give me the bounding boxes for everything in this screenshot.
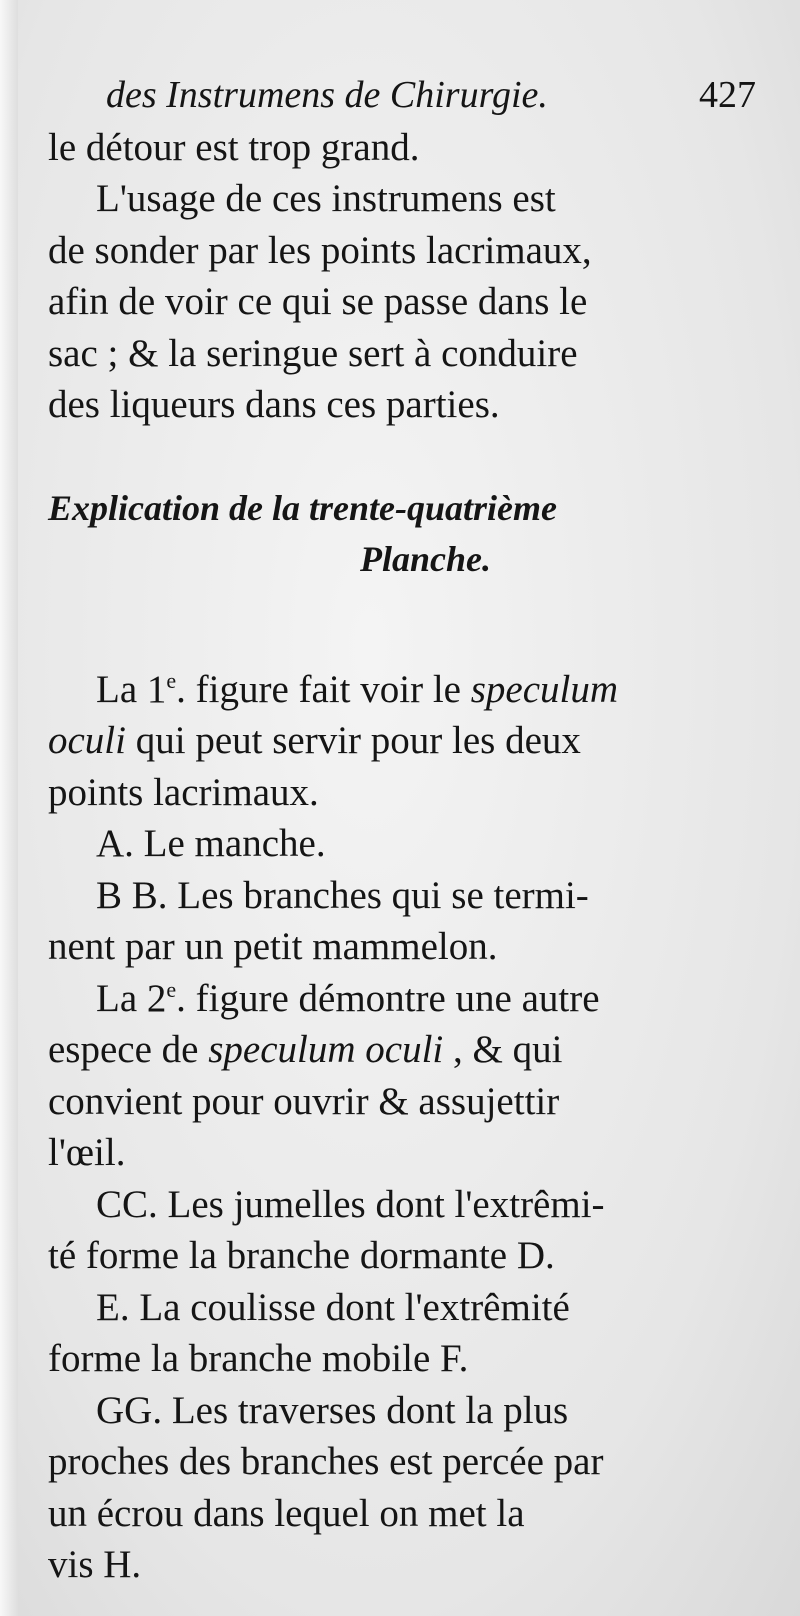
superscript: e (166, 667, 177, 693)
superscript: e (166, 976, 177, 1002)
text-line: points lacrimaux. (48, 770, 319, 814)
text-line: nent par un petit mammelon. (48, 925, 498, 968)
latin-term: speculum oculi (208, 1028, 444, 1071)
text-line: L'usage de ces instrumens est (96, 177, 556, 220)
text-run: . figure démontre une autre (176, 976, 600, 1020)
text-line: convient pour ouvrir & assujettir (48, 1079, 560, 1123)
text-line: vis H. (48, 1543, 142, 1586)
text-line: de sonder par les points lacrimaux, (48, 228, 592, 272)
text-line: des liqueurs dans ces parties. (48, 383, 500, 426)
text-line: un écrou dans lequel on met la (48, 1491, 525, 1535)
text-run: La 1 (96, 667, 167, 711)
text-run: , & qui (443, 1028, 563, 1071)
text-line: E. La coulisse dont l'extrêmité (96, 1285, 570, 1329)
book-page (18, 0, 800, 1616)
text-line: sac ; & la seringue sert à conduire (48, 331, 578, 375)
section-title-line-1: Explication de la trente-quatrième (48, 487, 557, 528)
text-run: . figure fait voir le (176, 667, 471, 711)
text-line (48, 715, 743, 767)
text-line: afin de voir ce qui se passe dans le (48, 280, 588, 323)
text-line: CC. Les jumelles dont l'extrêmi- (96, 1182, 605, 1226)
text-run: espece de (48, 1028, 209, 1071)
text-line: forme la branche mobile F. (48, 1337, 469, 1380)
text-line: A. Le manche. (96, 822, 326, 865)
text-line (48, 664, 743, 716)
text-line (48, 973, 743, 1025)
running-title: des Instrumens de Chirurgie. (106, 74, 548, 116)
page-number: 427 (699, 74, 756, 116)
latin-term: oculi (48, 719, 126, 762)
text-line: l'œil. (48, 1131, 126, 1174)
text-line: té forme la branche dormante D. (48, 1234, 555, 1277)
text-line: le détour est trop grand. (48, 125, 420, 169)
section-title-line-2: Planche. (360, 539, 491, 579)
running-header (48, 70, 756, 122)
page-text (48, 70, 756, 1591)
text-line: proches des branches est percée par (48, 1440, 604, 1483)
page-gutter (0, 0, 18, 1616)
text-line: GG. Les traverses dont la plus (96, 1388, 569, 1432)
latin-term: speculum (470, 667, 619, 711)
text-run: qui peut servir pour les deux (125, 719, 581, 762)
text-run: La 2 (96, 976, 167, 1020)
text-line (48, 1024, 743, 1076)
text-line: B B. Les branches qui se termi- (96, 873, 589, 917)
